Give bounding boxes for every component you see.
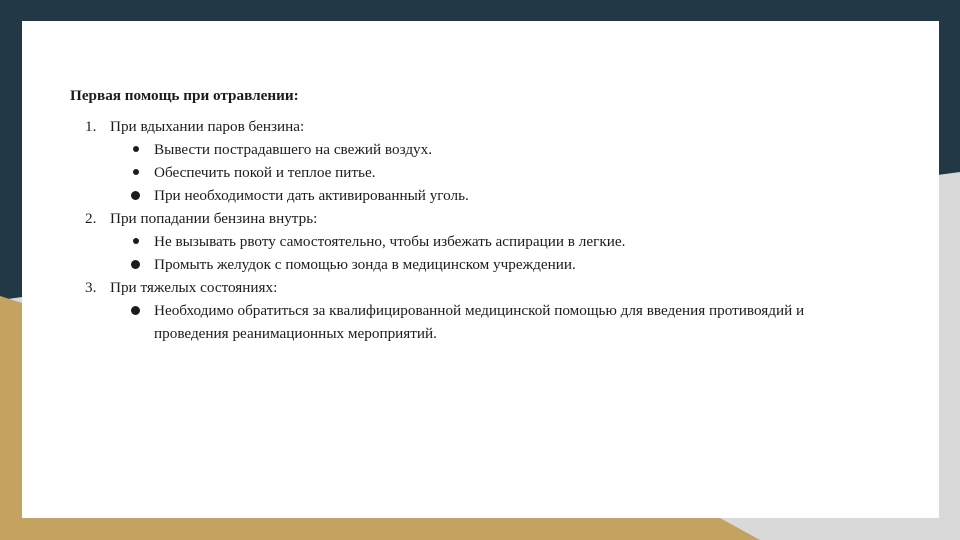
item-text: При попадании бензина внутрь: — [110, 210, 318, 227]
bullet-list — [70, 230, 870, 276]
bullet-dot-icon — [131, 191, 140, 200]
item-text: При вдыхании паров бензина: — [110, 118, 305, 135]
bullet-dot-icon — [133, 146, 139, 152]
item-number: 3. — [85, 279, 97, 296]
bullet-text: Не вызывать рвоту самостоятельно, чтобы избежать аспирации в легкие. — [154, 233, 626, 250]
numbered-item-row — [70, 115, 870, 138]
item-text: При тяжелых состояниях: — [110, 279, 278, 296]
bullet-dot-icon — [133, 238, 139, 244]
bullet-text: При необходимости дать активированный уголь. — [154, 187, 469, 204]
slide-content — [70, 84, 870, 345]
bullet-item — [70, 299, 870, 345]
slide-heading: Первая помощь при отравлении: — [70, 87, 299, 104]
bullet-item — [70, 138, 870, 161]
item-number: 1. — [85, 118, 97, 135]
bullet-item — [70, 184, 870, 207]
bullet-list — [70, 138, 870, 207]
numbered-item-row — [70, 276, 870, 299]
numbered-item — [70, 115, 870, 207]
bullet-item — [70, 161, 870, 184]
bullet-dot-icon — [131, 306, 140, 315]
bullet-list — [70, 299, 870, 345]
numbered-list — [70, 115, 870, 345]
numbered-item — [70, 207, 870, 276]
bullet-item — [70, 230, 870, 253]
bullet-dot-icon — [131, 260, 140, 269]
bullet-dot-icon — [133, 169, 139, 175]
bullet-text: Промыть желудок с помощью зонда в медицинском учреждении. — [154, 256, 576, 273]
numbered-item-row — [70, 207, 870, 230]
bullet-item — [70, 253, 870, 276]
bullet-text: Вывести пострадавшего на свежий воздух. — [154, 141, 433, 158]
bullet-text: Необходимо обратиться за квалифицированной медицинской помощью для введения противоядий и проведения реанимационных мероприятий. — [154, 302, 805, 342]
numbered-item — [70, 276, 870, 345]
item-number: 2. — [85, 210, 97, 227]
bullet-text: Обеспечить покой и теплое питье. — [154, 164, 376, 181]
